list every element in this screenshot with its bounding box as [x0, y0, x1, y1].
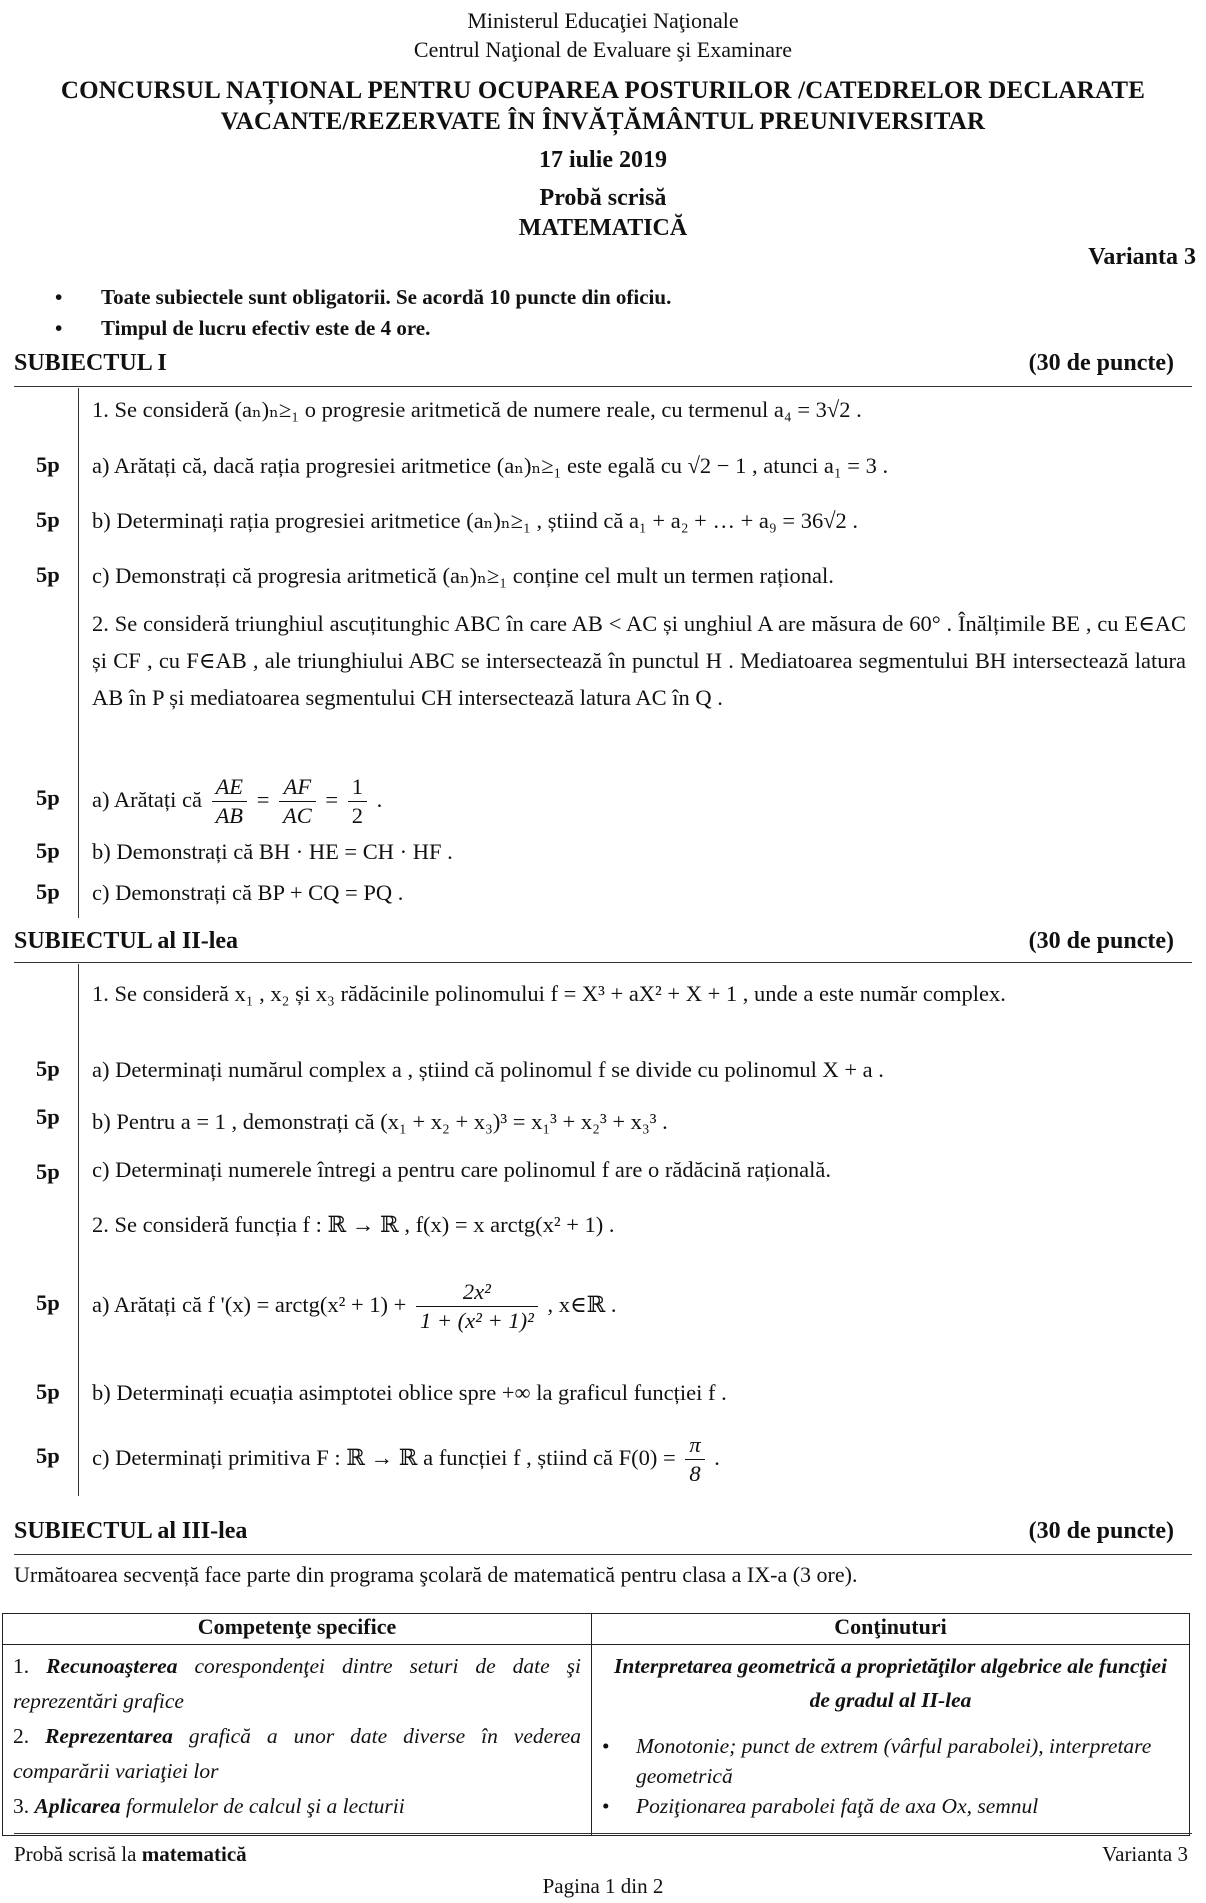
curriculum-table: [2, 1613, 1190, 1836]
problem-s2-1b: b) Pentru a = 1 , demonstrați că (x₁ + x₂ + x₃)³ = x₁³ + x₂³ + x₃³ .: [92, 1109, 668, 1134]
problem-1b: b) Determinați rația progresiei aritmetice (aₙ)ₙ≥₁ , știind că a₁ + a₂ + … + a₉ = 36√2 .: [92, 508, 859, 533]
section-2-header: [14, 928, 1192, 960]
footer-left: Probă scrisă la matematică: [14, 1842, 247, 1866]
score-label: 5p: [36, 1379, 60, 1404]
score-label: 5p: [36, 1159, 60, 1184]
problem-s2-2c-text: c) Determinați primitiva F : ℝ → ℝ a funcției f , știind că F(0) =: [92, 1445, 676, 1470]
section-3-intro: Următoarea secvență face parte din programa şcolară de matematică pentru clasa a IX-a (3 ore).: [14, 1562, 858, 1587]
competence-item: 2. Reprezentarea grafică a unor date diverse în vederea comparării variaţiei lor: [13, 1724, 582, 1783]
score-column-divider: [78, 964, 79, 1496]
score-label: 5p: [36, 1056, 60, 1081]
problem-s2-1a: a) Determinați numărul complex a , știind că polinomul f se divide cu polinomul X + a .: [92, 1057, 884, 1082]
contest-title-line1: CONCURSUL NAȚIONAL PENTRU OCUPAREA POSTURILOR /CATEDRELOR DECLARATE: [60, 77, 1146, 104]
contents-item: • Monotonie; punct de extrem (vârful parabolei), interpretare geometrică: [636, 1731, 1179, 1791]
contest-title-line2: VACANTE/REZERVATE ÎN ÎNVĂȚĂMÂNTUL PREUNIVERSITAR: [220, 108, 986, 135]
fraction: $\frac{\text{2x²}}{\text{1 + (x² + 1)²}}$: [416, 1278, 538, 1335]
section-1-header: [14, 350, 1192, 382]
problem-2a: a) Arătați că $\frac{AE}{AB}$ = $\frac{AF}{AC}$ = $\frac{1}{2}$ .: [92, 774, 383, 829]
score-label: 5p: [36, 838, 60, 863]
section-3-header: [14, 1518, 1192, 1550]
ministry-name: Ministerul Educaţiei Naţionale: [467, 8, 739, 33]
problem-s2-2a-text: a) Arătați că f '(x) = arctg(x² + 1) +: [92, 1292, 407, 1317]
exam-type: Probă scrisă: [539, 185, 667, 211]
competence-item: 1. Recunoaşterea corespondenţei dintre seturi de date şi reprezentări grafice: [13, 1654, 581, 1713]
contents-title: Interpretarea geometrică a proprietăţilor algebrice ale funcţiei de gradul al II-lea: [614, 1654, 1167, 1712]
problem-1a: a) Arătați că, dacă rația progresiei aritmetice (aₙ)ₙ≥₁ este egală cu √2 − 1 , atunci a₁ = 3 .: [92, 453, 889, 478]
problem-s2-2-intro: 2. Se consideră funcția f : ℝ → ℝ , f(x) = x arctg(x² + 1) .: [92, 1212, 615, 1237]
section-divider: [14, 386, 1192, 387]
contents-list: [602, 1731, 1179, 1821]
section-points: (30 de puncte): [1028, 928, 1174, 954]
score-label: 5p: [36, 879, 60, 904]
section-title: SUBIECTUL al III-lea: [14, 1518, 248, 1544]
problem-s2-1c: c) Determinați numerele întregi a pentru care polinomul f are o rădăcină rațională.: [92, 1157, 832, 1182]
score-label: 5p: [36, 507, 60, 532]
contents-item: • Poziţionarea parabolei faţă de axa Ox, semnul: [636, 1791, 1179, 1821]
problem-2a-text: a) Arătați că: [92, 787, 202, 812]
section-points: (30 de puncte): [1028, 1518, 1174, 1544]
score-label: 5p: [36, 452, 60, 477]
score-label: 5p: [36, 1290, 60, 1315]
instruction-item: • Toate subiectele sunt obligatorii. Se acordă 10 puncte din oficiu.: [55, 282, 671, 313]
section-divider: [14, 1554, 1192, 1555]
fraction: $\frac{AE}{AB}$: [212, 773, 248, 830]
problem-2b: b) Demonstrați că BH · HE = CH · HF .: [92, 839, 453, 864]
score-label: 5p: [36, 1443, 60, 1468]
competences-cell: [3, 1645, 592, 1836]
column-header-contents: Conţinuturi: [592, 1614, 1190, 1645]
score-label: 5p: [36, 1104, 60, 1129]
page-footer: [14, 1833, 1192, 1866]
score-label: 5p: [36, 562, 60, 587]
section-points: (30 de puncte): [1028, 350, 1174, 376]
problem-s2-1-intro: 1. Se consideră x₁ , x₂ și x₃ rădăcinile polinomului f = X³ + aX² + X + 1 , unde a este număr complex.: [92, 981, 1006, 1006]
contents-cell: [592, 1645, 1190, 1836]
instruction-item: • Timpul de lucru efectiv este de 4 ore.: [55, 313, 671, 344]
problem-s2-2c: c) Determinați primitiva F : ℝ → ℝ a funcției f , știind că F(0) = $\frac{\pi}{8}$ .: [92, 1432, 720, 1487]
section-title: SUBIECTUL I: [14, 350, 167, 376]
section-divider: [14, 962, 1192, 963]
variant-label: Varianta 3: [1088, 244, 1196, 270]
column-header-competences: Competenţe specifice: [3, 1614, 592, 1645]
problem-2c: c) Demonstrați că BP + CQ = PQ .: [92, 880, 404, 905]
problem-s2-2a: a) Arătați că f '(x) = arctg(x² + 1) + $\frac{\text{2x²}}{\text{1 + (x² + 1)²}}$ , x∈ℝ .: [92, 1279, 617, 1334]
center-name: Centrul Naţional de Evaluare şi Examinare: [413, 37, 793, 62]
exam-date: 17 iulie 2019: [538, 147, 667, 173]
exam-subject: MATEMATICĂ: [518, 215, 688, 241]
fraction: $\frac{AF}{AC}$: [279, 773, 316, 830]
footer-variant: Varianta 3: [1102, 1842, 1188, 1866]
problem-s2-2b: b) Determinați ecuația asimptotei oblice spre +∞ la graficul funcției f .: [92, 1380, 727, 1405]
problem-1-intro: 1. Se consideră (aₙ)ₙ≥₁ o progresie aritmetică de numere reale, cu termenul a₄ = 3√2 .: [92, 397, 862, 422]
problem-2-intro: 2. Se consideră triunghiul ascuțitunghic ABC în care AB < AC și unghiul A are măsura de 60° . Înălțimile BE , cu E∈AC și CF , cu F∈AB , ale triunghiului ABC se intersectează în punctul H . Mediatoarea segmentului BH intersectează latura AB în P și mediatoarea segmentului CH intersectează latura AC în Q .: [92, 611, 1186, 710]
page-number: Pagina 1 din 2: [542, 1874, 664, 1898]
score-column-divider: [78, 388, 79, 918]
score-label: 5p: [36, 785, 60, 810]
competence-item: 3. Aplicarea formulelor de calcul şi a lecturii: [13, 1794, 405, 1818]
instructions-list: [55, 282, 671, 344]
fraction: $\frac{\pi}{8}$: [685, 1431, 704, 1488]
problem-1c: c) Demonstrați că progresia aritmetică (aₙ)ₙ≥₁ conține cel mult un termen rațional.: [92, 563, 834, 588]
fraction: $\frac{1}{2}$: [348, 773, 367, 830]
section-title: SUBIECTUL al II-lea: [14, 928, 239, 954]
